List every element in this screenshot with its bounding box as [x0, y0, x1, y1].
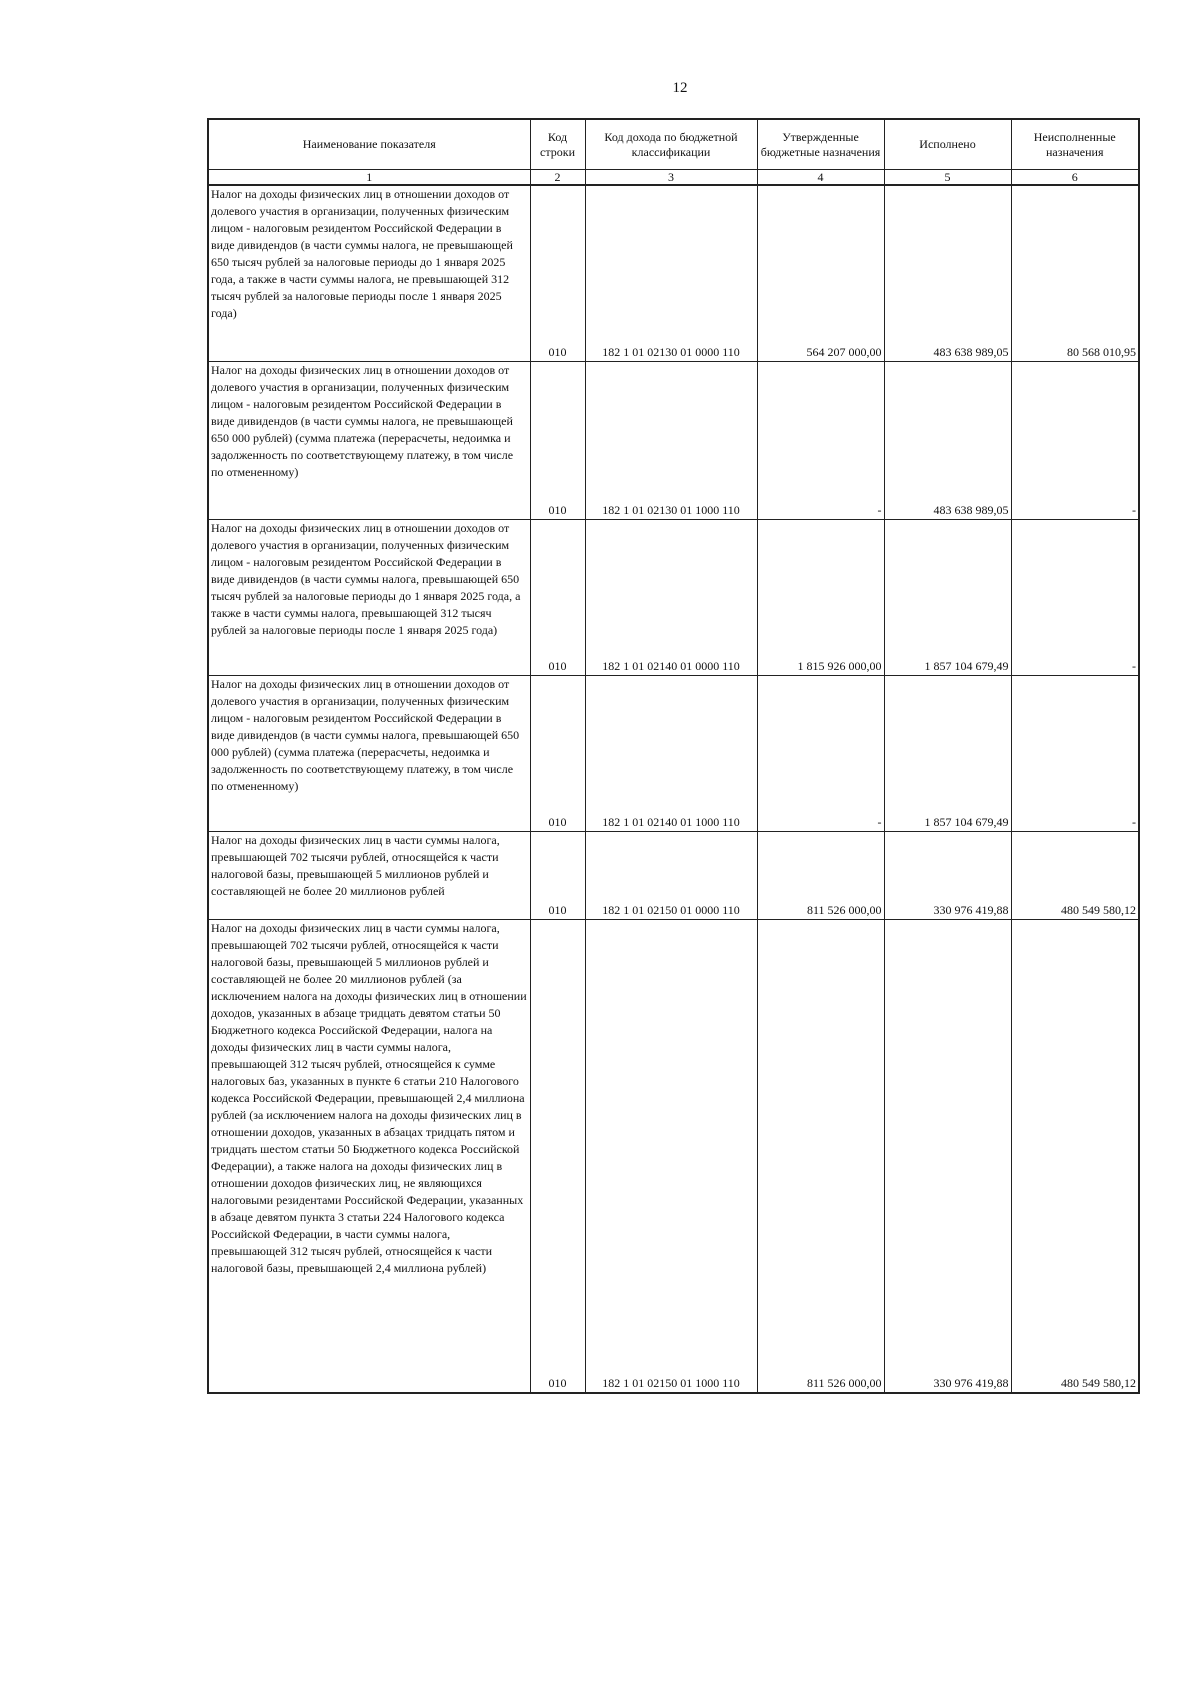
- approved-amount: 564 207 000,00: [757, 185, 884, 361]
- column-header-code: Код строки: [530, 119, 585, 170]
- unexecuted-amount: 480 549 580,12: [1011, 831, 1139, 919]
- column-header-unexecuted: Неисполненные назначения: [1011, 119, 1139, 170]
- row-code: 010: [530, 831, 585, 919]
- column-header-name: Наименование показателя: [208, 119, 530, 170]
- column-number: 4: [757, 170, 884, 186]
- table-row: [208, 519, 1139, 675]
- approved-amount: 1 815 926 000,00: [757, 519, 884, 675]
- indicator-name: Налог на доходы физических лиц в части суммы налога, превышающей 702 тысячи рублей, относящейся к части налоговой базы, превышающей 5 миллионов рублей и составляющей не более 20 миллионов рублей: [208, 831, 530, 919]
- approved-amount: 811 526 000,00: [757, 831, 884, 919]
- unexecuted-amount: -: [1011, 519, 1139, 675]
- executed-amount: 330 976 419,88: [884, 831, 1011, 919]
- income-code: 182 1 01 02140 01 1000 110: [585, 675, 757, 831]
- indicator-name: Налог на доходы физических лиц в отношении доходов от долевого участия в организации, полученных физическим лицом - налоговым резидентом Российской Федерации в виде дивидендов (в части суммы налога, превышающей 650 000 рублей) (сумма платежа (перерасчеты, недоимка и задолженность по соответствующему платежу, в том числе по отмененному): [208, 675, 530, 831]
- table-row: [208, 831, 1139, 919]
- row-code: 010: [530, 675, 585, 831]
- column-header-kbk: Код дохода по бюджетной классификации: [585, 119, 757, 170]
- unexecuted-amount: 80 568 010,95: [1011, 185, 1139, 361]
- income-code: 182 1 01 02150 01 0000 110: [585, 831, 757, 919]
- column-number: 1: [208, 170, 530, 186]
- column-number: 5: [884, 170, 1011, 186]
- table-row: [208, 361, 1139, 519]
- income-code: 182 1 01 02140 01 0000 110: [585, 519, 757, 675]
- approved-amount: -: [757, 361, 884, 519]
- indicator-name: Налог на доходы физических лиц в отношении доходов от долевого участия в организации, полученных физическим лицом - налоговым резидентом Российской Федерации в виде дивидендов (в части суммы налога, не превышающей 650 000 рублей) (сумма платежа (перерасчеты, недоимка и задолженность по соответствующему платежу, в том числе по отмененному): [208, 361, 530, 519]
- row-code: 010: [530, 519, 585, 675]
- column-header-executed: Исполнено: [884, 119, 1011, 170]
- executed-amount: 483 638 989,05: [884, 361, 1011, 519]
- report-table: [207, 118, 1140, 1394]
- income-code: 182 1 01 02130 01 0000 110: [585, 185, 757, 361]
- column-header-approved: Утвержденные бюджетные назначения: [757, 119, 884, 170]
- page-number: 12: [672, 80, 688, 96]
- indicator-name: Налог на доходы физических лиц в отношении доходов от долевого участия в организации, полученных физическим лицом - налоговым резидентом Российской Федерации в виде дивидендов (в части суммы налога, не превышающей 650 тысяч рублей за налоговые периоды до 1 января 2025 года, а также в части суммы налога, не превышающей 312 тысяч рублей за налоговые периоды после 1 января 2025 года): [208, 185, 530, 361]
- table-row: [208, 675, 1139, 831]
- row-code: 010: [530, 361, 585, 519]
- column-number: 2: [530, 170, 585, 186]
- approved-amount: 811 526 000,00: [757, 919, 884, 1393]
- indicator-name: Налог на доходы физических лиц в отношении доходов от долевого участия в организации, полученных физическим лицом - налоговым резидентом Российской Федерации в виде дивидендов (в части суммы налога, превышающей 650 тысяч рублей за налоговые периоды до 1 января 2025 года, а также в части суммы налога, превышающей 312 тысяч рублей за налоговые периоды после 1 января 2025 года): [208, 519, 530, 675]
- row-code: 010: [530, 185, 585, 361]
- unexecuted-amount: -: [1011, 675, 1139, 831]
- column-number: 3: [585, 170, 757, 186]
- indicator-name: Налог на доходы физических лиц в части суммы налога, превышающей 702 тысячи рублей, относящейся к части налоговой базы, превышающей 5 миллионов рублей и составляющей не более 20 миллионов рублей (за исключением налога на доходы физических лиц в отношении доходов, указанных в абзаце тридцать девятом статьи 50 Бюджетного кодекса Российской Федерации, налога на доходы физических лиц в части суммы налога, превышающей 312 тысяч рублей, относящейся к сумме налоговых баз, указанных в пункте 6 статьи 210 Налогового кодекса Российской Федерации, превышающей 2,4 миллиона рублей (за исключением налога на доходы физических лиц в отношении доходов, указанных в абзацах тридцать пятом и тридцать шестом статьи 50 Бюджетного кодекса Российской Федерации), а также налога на доходы физических лиц в отношении доходов физических лиц, не являющихся налоговыми резидентами Российской Федерации, указанных в абзаце девятом пункта 3 статьи 224 Налогового кодекса Российской Федерации, в части суммы налога, превышающей 312 тысяч рублей, относящейся к части налоговой базы, превышающей 2,4 миллиона рублей): [208, 919, 530, 1393]
- approved-amount: -: [757, 675, 884, 831]
- executed-amount: 1 857 104 679,49: [884, 519, 1011, 675]
- unexecuted-amount: 480 549 580,12: [1011, 919, 1139, 1393]
- column-number: 6: [1011, 170, 1139, 186]
- income-code: 182 1 01 02130 01 1000 110: [585, 361, 757, 519]
- executed-amount: 330 976 419,88: [884, 919, 1011, 1393]
- column-number-row: [208, 170, 1139, 186]
- header-row: [208, 119, 1139, 170]
- income-code: 182 1 01 02150 01 1000 110: [585, 919, 757, 1393]
- executed-amount: 483 638 989,05: [884, 185, 1011, 361]
- executed-amount: 1 857 104 679,49: [884, 675, 1011, 831]
- table-row: [208, 185, 1139, 361]
- table-row: [208, 919, 1139, 1393]
- row-code: 010: [530, 919, 585, 1393]
- unexecuted-amount: -: [1011, 361, 1139, 519]
